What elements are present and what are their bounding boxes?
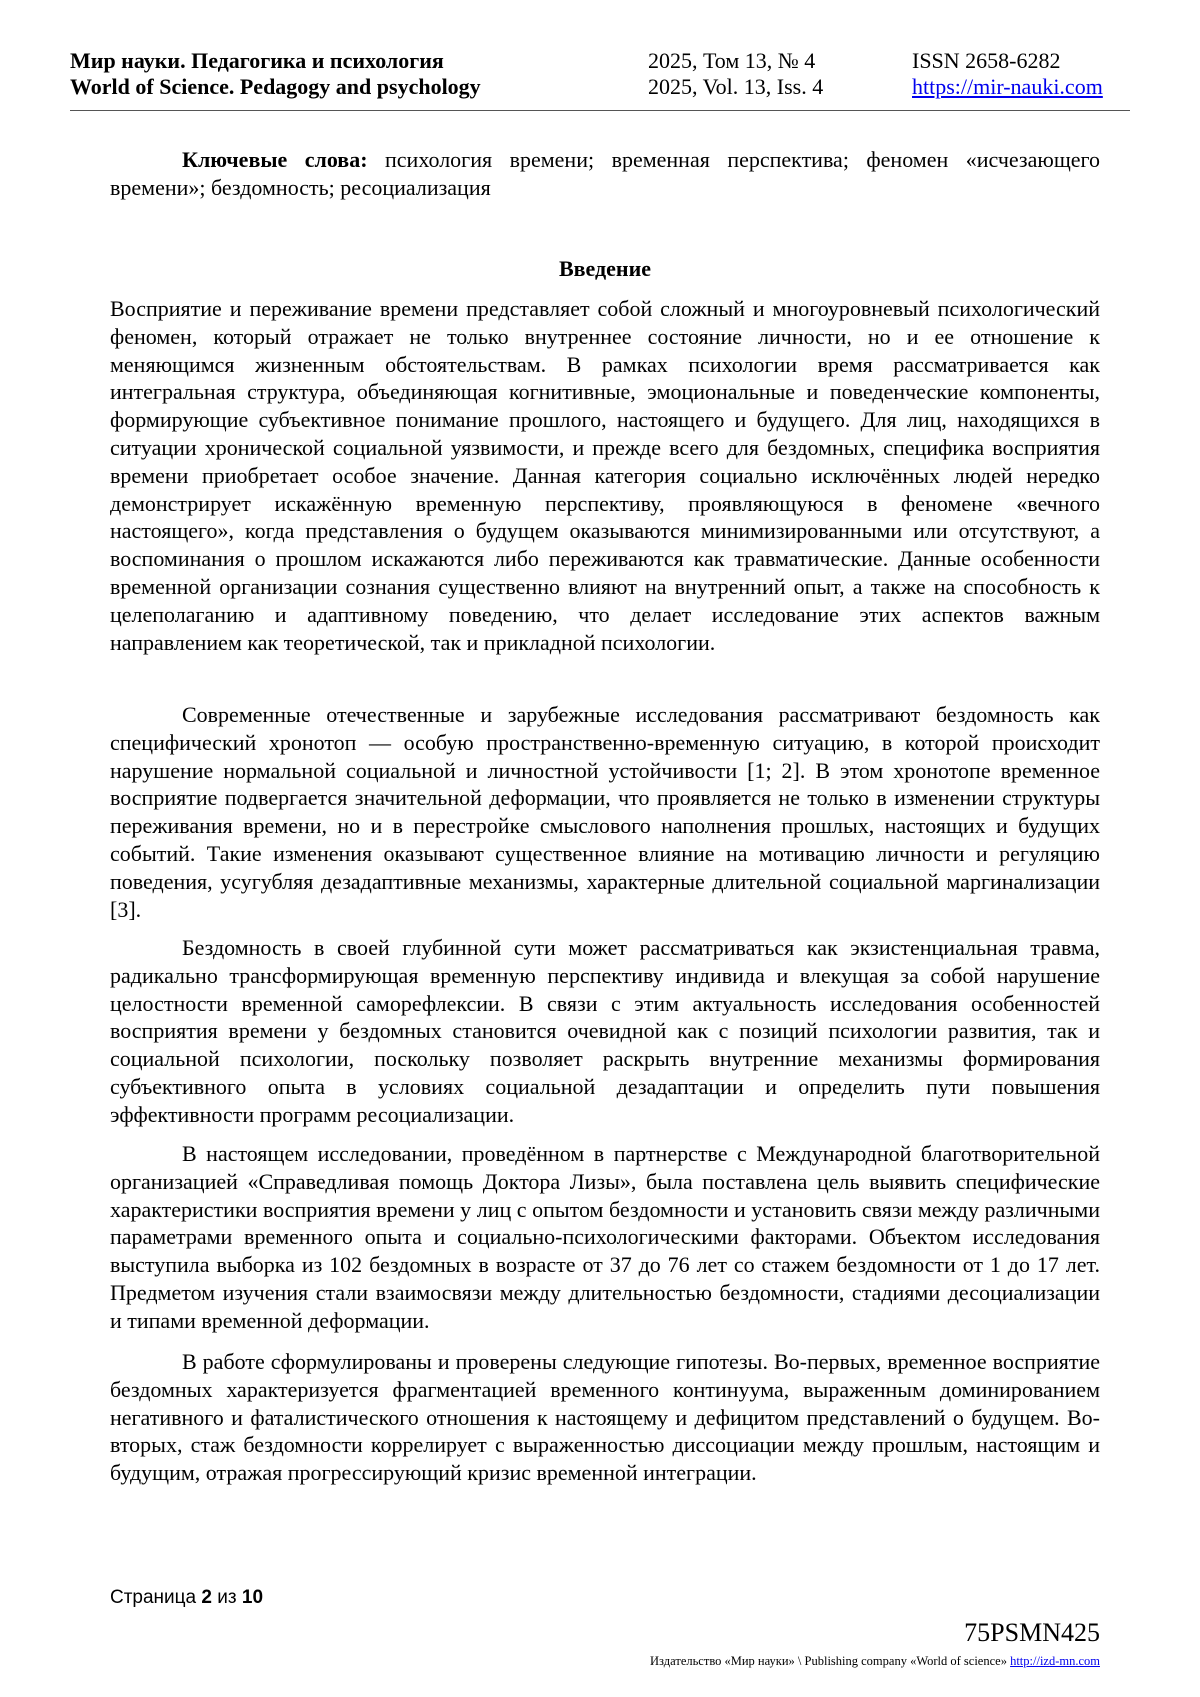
page-total: 10 xyxy=(241,1587,264,1608)
paragraph-2 xyxy=(110,701,1100,923)
paragraph-text: В работе сформулированы и проверены следующие гипотезы. Во-первых, временное восприятие бездомных характеризуется фрагментацией временного континуума, выраженным доминированием негативного и фаталистического отношения к настоящему и дефицитом представлений о будущем. Во-вторых, стаж бездомности коррелирует с выраженностью диссоциации между прошлым, настоящим и будущим, отражая прогрессирующий кризис временной интеграции. xyxy=(110,1349,1100,1486)
page-number: 2 xyxy=(201,1587,212,1608)
keywords-text: психология времени; временная перспектива; феномен «исчезающего времени»; бездомность; ресоциализация xyxy=(110,147,1100,200)
journal-url-link[interactable]: https://mir-nauki.com xyxy=(912,74,1103,99)
journal-title-ru: Мир науки. Педагогика и психология xyxy=(70,48,444,73)
page-counter: Страница 2 из 10 xyxy=(110,1587,264,1608)
paragraph-text: Современные отечественные и зарубежные исследования рассматривают бездомность как специфический хронотоп — особую пространственно-временную ситуацию, в которой происходит нарушение нормальной социальной и личностной устойчивости [1; 2]. В этом хронотопе временное восприятие подвергается значительной деформации, что проявляется не только в изменении структуры переживания времени, но и в перестройке смыслового наполнения прошлых, настоящих и будущих событий. Такие изменения оказывают существенное влияние на мотивацию личности и регуляцию поведения, усугубляя дезадаптивные механизмы, характерные длительной социальной маргинализации [3]. xyxy=(110,702,1100,922)
issn: ISSN 2658-6282 xyxy=(912,48,1061,73)
article-code: 75PSMN425 xyxy=(964,1618,1100,1647)
paragraph-text: В настоящем исследовании, проведённом в партнерстве с Международной благотворительной организацией «Справедливая помощь Доктора Лизы», была поставлена цель выявить специфические характеристики восприятия времени у лиц с опытом бездомности и установить связи между различными параметрами временного опыта и социально-психологическими факторами. Объектом исследования выступила выборка из 102 бездомных в возрасте от 37 до 76 лет со стажем бездомности от 1 до 17 лет. Предметом изучения стали взаимосвязи между длительностью бездомности, стадиями десоциализации и типами временной деформации. xyxy=(110,1141,1100,1333)
publisher-link[interactable]: http://izd-mn.com xyxy=(1010,1654,1100,1668)
publisher-line xyxy=(650,1654,1100,1669)
keywords-block xyxy=(110,146,1100,202)
issue-ru: 2025, Том 13, № 4 xyxy=(648,48,816,73)
section-title: Введение xyxy=(558,256,652,281)
paragraph-text: Восприятие и переживание времени представляет собой сложный и многоуровневый психологический феномен, который отражает не только внутреннее состояние личности, но и ее отношение к меняющимся жизненным обстоятельствам. В рамках психологии время рассматривается как интегральная структура, объединяющая когнитивные, эмоциональные и поведенческие компоненты, формирующие субъективное понимание прошлого, настоящего и будущего. Для лиц, находящихся в ситуации хронической социальной уязвимости, и прежде всего для бездомных, специфика восприятия времени приобретает особое значение. Данная категория социально исключённых людей нередко демонстрирует искажённую временную перспективу, проявляющуюся в феномене «вечного настоящего», когда представления о будущем оказываются минимизированными или отсутствуют, а воспоминания о прошлом искажаются либо переживаются как травматические. Данные особенности временной организации сознания существенно влияют на внутренний опыт, а также на способность к целеполаганию и адаптивному поведению, что делает исследование этих аспектов важным направлением как теоретической, так и прикладной психологии. xyxy=(110,296,1100,655)
keywords-label: Ключевые слова: xyxy=(182,147,368,172)
paragraph-3 xyxy=(110,934,1100,1129)
paragraph-4 xyxy=(110,1140,1100,1335)
paragraph-5 xyxy=(110,1348,1100,1487)
paragraph-1 xyxy=(110,295,1100,656)
journal-title-en: World of Science. Pedagogy and psychology xyxy=(70,74,481,99)
publisher-text: Издательство «Мир науки» \ Publishing company «World of science» xyxy=(650,1654,1011,1668)
issue-en: 2025, Vol. 13, Iss. 4 xyxy=(648,74,824,99)
paragraph-text: Бездомность в своей глубинной сути может рассматриваться как экзистенциальная травма, радикально трансформирующая временную перспективу индивида и влекущая за собой нарушение целостности временной саморефлексии. В связи с этим актуальность исследования особенностей восприятия времени у бездомных становится очевидной как с позиций психологии развития, так и социальной психологии, поскольку позволяет раскрыть внутренние механизмы формирования субъективного опыта в условиях социальной дезадаптации и определить пути повышения эффективности программ ресоциализации. xyxy=(110,935,1100,1127)
header-divider xyxy=(70,110,1130,111)
